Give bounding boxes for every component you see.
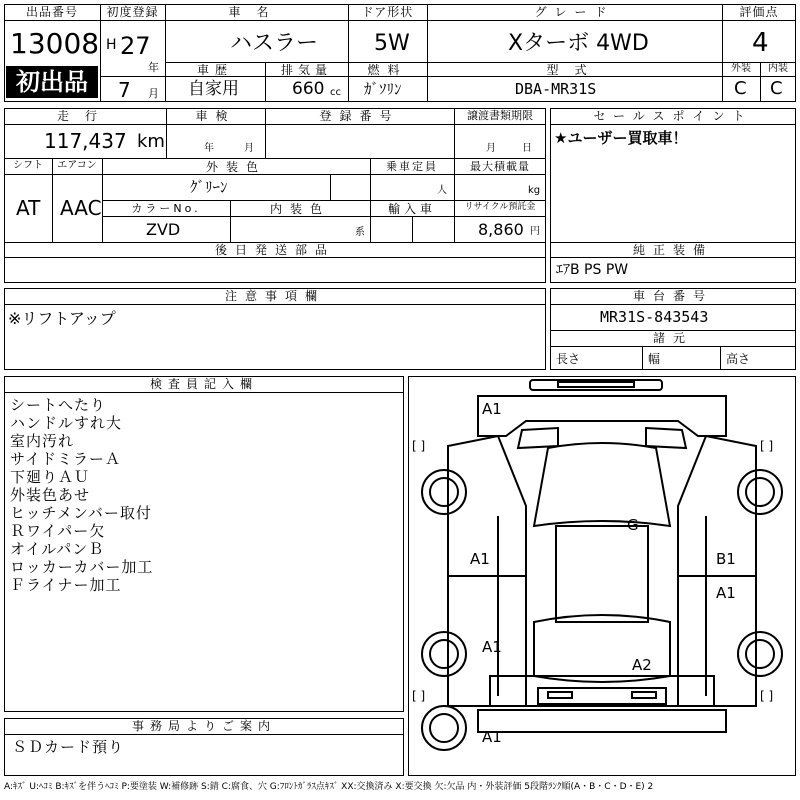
- legend-footer: A:ｷｽﾞ U:ﾍｺﾐ B:ｷｽﾞを伴うﾍｺﾐ P:要塗装 W:補修跡 S:錆 C:腐食、穴 G:ﾌﾛﾝﾄｶﾞﾗｽ点ｷｽﾞ XX:交換済み X:要交換 欠:欠品 内・外装評価 5段階ﾗﾝｸ順(A・B・C・D・E) 2: [4, 782, 654, 792]
- damage-mark: A1: [716, 584, 736, 602]
- divider: [722, 4, 723, 102]
- interior-color-label: 内装色: [269, 202, 330, 216]
- era-letter: H: [106, 37, 117, 53]
- color-no-label: カラーNo.: [131, 202, 201, 215]
- damage-mark: A1: [482, 400, 502, 418]
- inspector-label: 検査員記入欄: [149, 377, 258, 391]
- inspector-item: サイドミラーＡ: [10, 450, 121, 468]
- damage-mark: A1: [470, 550, 490, 568]
- divider: [4, 734, 404, 735]
- displacement-label: 排気量: [280, 63, 332, 77]
- recycle-fee: 8,860: [478, 220, 524, 239]
- mileage-value: 117,437: [44, 129, 127, 153]
- inspector-item: オイルパンＢ: [10, 540, 105, 558]
- max-load-unit: kg: [528, 185, 541, 196]
- door-value: 5W: [374, 31, 410, 56]
- max-load-label: 最大積載量: [470, 160, 530, 173]
- inspector-item: 下廻りＡＵ: [10, 468, 91, 486]
- transfer-deadline-label: 譲渡書類期限: [467, 109, 533, 122]
- reg-year: 27: [120, 32, 151, 60]
- bracket-mark: [ ]: [412, 439, 426, 453]
- divider: [100, 20, 796, 21]
- office-text: ＳＤカード預り: [12, 738, 125, 756]
- mileage-unit: km: [137, 131, 165, 152]
- divider: [550, 124, 796, 125]
- bracket-mark: [ ]: [412, 689, 426, 703]
- exterior-color-label: 外装色: [205, 160, 266, 174]
- divider: [100, 4, 101, 102]
- notes-text: ※リフトアップ: [8, 309, 116, 328]
- divider: [4, 158, 546, 159]
- interior-grade: C: [770, 78, 783, 99]
- divider: [720, 346, 721, 370]
- door-label: ドア形状: [361, 5, 414, 19]
- reg-month: 7: [118, 78, 131, 102]
- model-label: 型式: [546, 63, 603, 77]
- inspector-item: ロッカーカバー加工: [10, 558, 154, 576]
- bracket-mark: [ ]: [760, 439, 774, 453]
- recycle-label: リサイクル預託金: [464, 202, 536, 212]
- inspection-label: 車検: [195, 109, 236, 123]
- inspection-month-unit: 月: [244, 143, 254, 154]
- year-unit: 年: [148, 61, 159, 74]
- inspector-item: 外装色あせ: [10, 486, 91, 504]
- divider: [722, 76, 796, 77]
- car-name-label: 車名: [228, 5, 285, 19]
- transfer-day-unit: 日: [522, 143, 532, 154]
- divider: [4, 392, 404, 393]
- car-name: ハスラー: [230, 31, 319, 56]
- score-value: 4: [752, 28, 769, 58]
- first-reg-label: 初度登録: [106, 5, 159, 19]
- shift-label: シフト: [13, 160, 43, 171]
- interior-color-suffix: 系: [355, 227, 365, 238]
- inspector-item: Ｒワイパー欠: [10, 522, 106, 540]
- exterior-grade-label: 外装: [731, 63, 751, 74]
- height-label: 高さ: [726, 352, 751, 366]
- month-unit: 月: [148, 87, 159, 100]
- inspector-list: [10, 396, 153, 594]
- displacement-unit: cc: [330, 87, 341, 98]
- equipment-label: 純正装備: [632, 243, 713, 257]
- damage-mark: A2: [632, 656, 652, 674]
- divider: [102, 200, 546, 201]
- damage-mark: G: [627, 516, 639, 534]
- exterior-color: ｸﾞﾘｰﾝ: [190, 178, 228, 196]
- car-diagram: [408, 376, 796, 776]
- lot-number-label: 出品番号: [25, 5, 78, 19]
- dims-label: 諸元: [652, 331, 693, 345]
- bracket-mark: [ ]: [760, 689, 774, 703]
- chassis-number: MR31S-843543: [600, 308, 709, 326]
- grade-value: Xターボ 4WD: [508, 31, 649, 56]
- divider: [4, 257, 546, 258]
- later-parts-label: 後日発送部品: [214, 243, 335, 257]
- transfer-month-unit: 月: [486, 143, 496, 154]
- capacity-unit: 人: [437, 185, 447, 196]
- fuel-value: ｶﾞｿﾘﾝ: [364, 80, 402, 98]
- damage-mark: B1: [716, 550, 736, 568]
- recycle-unit: 円: [530, 226, 540, 237]
- inspector-item: ハンドルすれ大: [10, 414, 123, 432]
- length-label: 長さ: [556, 352, 581, 366]
- lot-number: 13008: [10, 27, 100, 60]
- exterior-grade: C: [734, 78, 747, 99]
- divider: [4, 174, 546, 175]
- divider: [642, 346, 643, 370]
- import-label: 輸入車: [387, 202, 436, 216]
- grade-label: グレード: [534, 5, 615, 19]
- divider: [330, 174, 331, 200]
- fuel-label: 燃料: [367, 63, 408, 77]
- color-no: ZVD: [146, 220, 181, 239]
- damage-mark: A1: [482, 638, 502, 656]
- shift-value: AT: [16, 196, 41, 220]
- interior-grade-label: 内装: [768, 63, 788, 74]
- selling-points-text: ★ユーザー買取車！: [554, 129, 688, 147]
- divider: [102, 216, 546, 217]
- plate-label: 登録番号: [319, 109, 400, 123]
- divider: [4, 20, 100, 21]
- first-listing-badge: 初出品: [6, 66, 98, 98]
- inspector-item: 室内汚れ: [10, 432, 75, 450]
- score-label: 評価点: [739, 5, 779, 19]
- inspector-item: Ｆライナー加工: [10, 576, 122, 594]
- ac-value: AAC: [60, 196, 102, 220]
- divider: [4, 124, 546, 125]
- history-label: 車歴: [196, 63, 233, 77]
- displacement-value: 660: [292, 79, 325, 99]
- divider: [4, 304, 546, 305]
- history-value: 自家用: [188, 79, 239, 99]
- divider: [412, 216, 413, 242]
- ac-label: エアコン: [57, 160, 97, 171]
- damage-mark: A1: [482, 728, 502, 746]
- divider: [550, 257, 796, 258]
- divider: [165, 62, 722, 63]
- model-code: DBA-MR31S: [515, 80, 597, 98]
- office-label: 事務局よりご案内: [131, 719, 276, 733]
- width-label: 幅: [648, 352, 661, 366]
- inspector-item: ヒッチメンバー取付: [10, 504, 152, 522]
- divider: [550, 346, 796, 347]
- selling-points-label: セールスポイント: [593, 109, 753, 123]
- mileage-label: 走行: [56, 109, 113, 123]
- notes-label: 注意事項欄: [224, 289, 325, 303]
- inspection-year-unit: 年: [204, 143, 214, 154]
- equipment-text: ｴｱB PS PW: [556, 262, 629, 278]
- capacity-label: 乗車定員: [386, 160, 438, 173]
- chassis-label: 車台番号: [632, 289, 713, 303]
- inspector-item: シートへたり: [10, 396, 107, 414]
- divider: [165, 4, 166, 102]
- divider: [550, 304, 796, 305]
